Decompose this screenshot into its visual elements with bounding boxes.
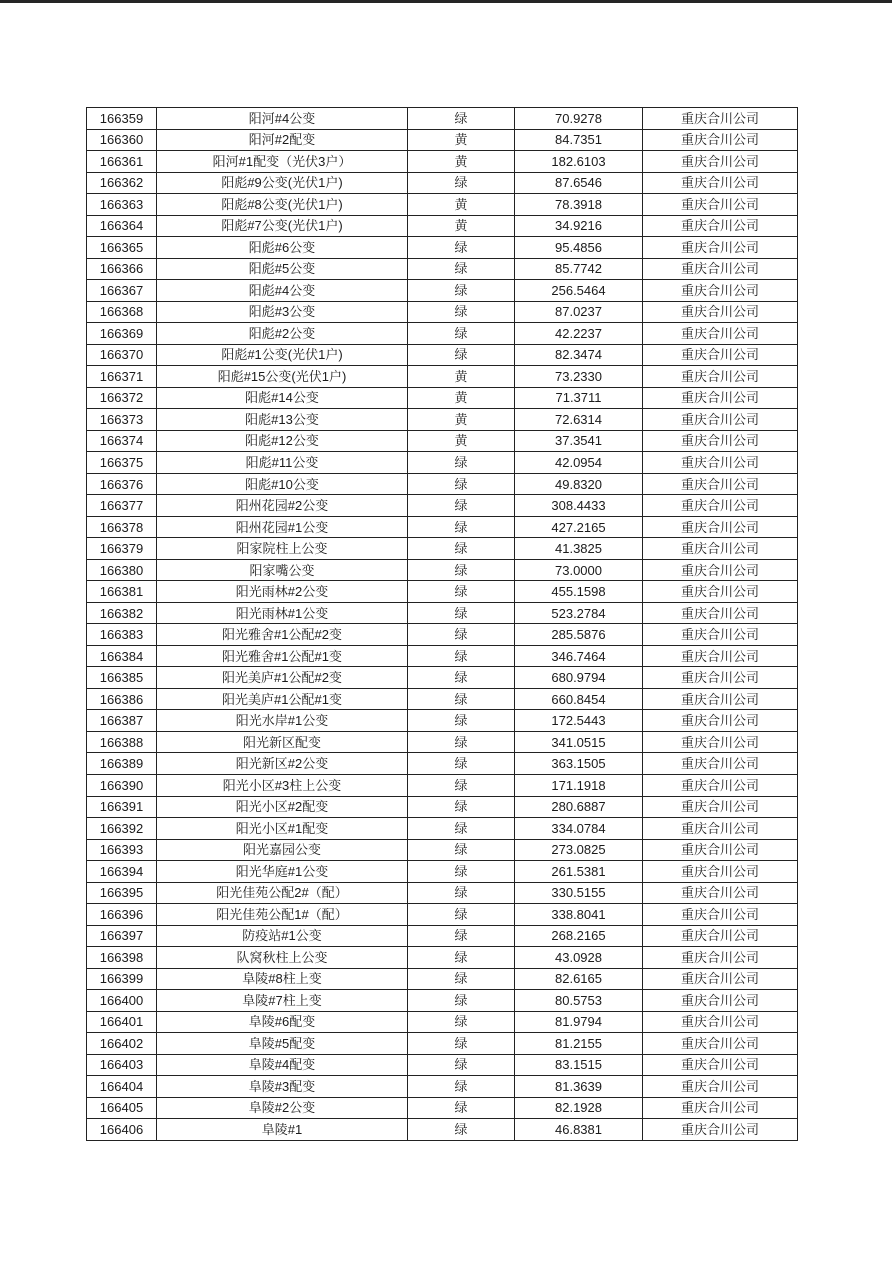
table-row	[87, 430, 798, 452]
cell-status: 绿	[408, 925, 515, 947]
table-row	[87, 753, 798, 775]
cell-id: 166395	[87, 882, 157, 904]
table-row	[87, 602, 798, 624]
cell-status: 绿	[408, 581, 515, 603]
cell-status: 绿	[408, 473, 515, 495]
cell-company: 重庆合川公司	[643, 237, 798, 259]
cell-load: 42.2237	[515, 323, 643, 345]
cell-company: 重庆合川公司	[643, 516, 798, 538]
cell-name: 阜陵#1	[157, 1119, 408, 1141]
table-row	[87, 1119, 798, 1141]
table-row	[87, 409, 798, 431]
cell-name: 阳河#2配变	[157, 129, 408, 151]
cell-id: 166399	[87, 968, 157, 990]
cell-name: 队窝秋柱上公变	[157, 947, 408, 969]
cell-status: 黄	[408, 409, 515, 431]
table-row	[87, 495, 798, 517]
cell-company: 重庆合川公司	[643, 904, 798, 926]
cell-load: 256.5464	[515, 280, 643, 302]
cell-company: 重庆合川公司	[643, 215, 798, 237]
table-row	[87, 452, 798, 474]
cell-company: 重庆合川公司	[643, 710, 798, 732]
cell-load: 680.9794	[515, 667, 643, 689]
cell-id: 166374	[87, 430, 157, 452]
cell-name: 阳光新区#2公变	[157, 753, 408, 775]
cell-name: 阳彪#14公变	[157, 387, 408, 409]
table-row	[87, 194, 798, 216]
cell-name: 阳彪#4公变	[157, 280, 408, 302]
cell-status: 绿	[408, 990, 515, 1012]
cell-load: 87.0237	[515, 301, 643, 323]
cell-company: 重庆合川公司	[643, 495, 798, 517]
cell-company: 重庆合川公司	[643, 1119, 798, 1141]
table-row	[87, 990, 798, 1012]
table-row	[87, 215, 798, 237]
cell-id: 166364	[87, 215, 157, 237]
cell-load: 85.7742	[515, 258, 643, 280]
cell-status: 黄	[408, 366, 515, 388]
cell-status: 绿	[408, 280, 515, 302]
cell-name: 阳家嘴公变	[157, 559, 408, 581]
cell-load: 285.5876	[515, 624, 643, 646]
cell-load: 80.5753	[515, 990, 643, 1012]
cell-id: 166365	[87, 237, 157, 259]
table-row	[87, 1097, 798, 1119]
cell-company: 重庆合川公司	[643, 430, 798, 452]
cell-load: 660.8454	[515, 688, 643, 710]
cell-load: 41.3825	[515, 538, 643, 560]
cell-id: 166400	[87, 990, 157, 1012]
cell-load: 78.3918	[515, 194, 643, 216]
cell-id: 166406	[87, 1119, 157, 1141]
cell-load: 87.6546	[515, 172, 643, 194]
cell-name: 阳彪#2公变	[157, 323, 408, 345]
cell-load: 71.3711	[515, 387, 643, 409]
cell-name: 阳光嘉园公变	[157, 839, 408, 861]
cell-status: 绿	[408, 237, 515, 259]
cell-load: 341.0515	[515, 731, 643, 753]
cell-name: 阳光小区#1配变	[157, 818, 408, 840]
cell-id: 166387	[87, 710, 157, 732]
table-row	[87, 151, 798, 173]
cell-name: 阳光雅舍#1公配#1变	[157, 645, 408, 667]
cell-company: 重庆合川公司	[643, 624, 798, 646]
cell-name: 阳彪#8公变(光伏1户)	[157, 194, 408, 216]
cell-status: 绿	[408, 344, 515, 366]
cell-id: 166398	[87, 947, 157, 969]
cell-company: 重庆合川公司	[643, 323, 798, 345]
cell-status: 绿	[408, 1011, 515, 1033]
cell-name: 阳彪#10公变	[157, 473, 408, 495]
cell-name: 阜陵#2公变	[157, 1097, 408, 1119]
table-row	[87, 710, 798, 732]
cell-status: 绿	[408, 559, 515, 581]
table-row	[87, 387, 798, 409]
cell-id: 166371	[87, 366, 157, 388]
cell-company: 重庆合川公司	[643, 151, 798, 173]
table-row	[87, 301, 798, 323]
cell-company: 重庆合川公司	[643, 301, 798, 323]
cell-company: 重庆合川公司	[643, 1033, 798, 1055]
cell-status: 绿	[408, 882, 515, 904]
table-row	[87, 818, 798, 840]
cell-id: 166377	[87, 495, 157, 517]
cell-status: 绿	[408, 667, 515, 689]
table-row	[87, 1076, 798, 1098]
cell-name: 阳彪#9公变(光伏1户)	[157, 172, 408, 194]
page-top-border	[0, 0, 892, 3]
table-row	[87, 280, 798, 302]
cell-name: 阳彪#12公变	[157, 430, 408, 452]
cell-name: 阳光雅舍#1公配#2变	[157, 624, 408, 646]
cell-name: 阳光美庐#1公配#1变	[157, 688, 408, 710]
cell-name: 阳光小区#2配变	[157, 796, 408, 818]
cell-status: 黄	[408, 129, 515, 151]
cell-company: 重庆合川公司	[643, 409, 798, 431]
cell-id: 166362	[87, 172, 157, 194]
table-row	[87, 237, 798, 259]
cell-name: 阳光雨林#1公变	[157, 602, 408, 624]
cell-status: 绿	[408, 602, 515, 624]
cell-id: 166361	[87, 151, 157, 173]
cell-status: 绿	[408, 495, 515, 517]
cell-name: 阳河#1配变（光伏3户）	[157, 151, 408, 173]
cell-name: 阳光小区#3柱上公变	[157, 774, 408, 796]
table-row	[87, 1054, 798, 1076]
cell-company: 重庆合川公司	[643, 753, 798, 775]
cell-name: 阳光佳苑公配1#（配）	[157, 904, 408, 926]
cell-name: 阳河#4公变	[157, 108, 408, 130]
cell-id: 166370	[87, 344, 157, 366]
cell-load: 46.8381	[515, 1119, 643, 1141]
cell-name: 阳彪#1公变(光伏1户)	[157, 344, 408, 366]
cell-load: 82.3474	[515, 344, 643, 366]
table-row	[87, 667, 798, 689]
table-row	[87, 559, 798, 581]
cell-status: 绿	[408, 1119, 515, 1141]
table-row	[87, 129, 798, 151]
cell-status: 绿	[408, 258, 515, 280]
cell-company: 重庆合川公司	[643, 344, 798, 366]
cell-id: 166402	[87, 1033, 157, 1055]
cell-load: 261.5381	[515, 861, 643, 883]
cell-id: 166366	[87, 258, 157, 280]
cell-name: 阜陵#8柱上变	[157, 968, 408, 990]
cell-id: 166392	[87, 818, 157, 840]
cell-id: 166372	[87, 387, 157, 409]
cell-name: 阜陵#4配变	[157, 1054, 408, 1076]
cell-status: 绿	[408, 861, 515, 883]
cell-status: 黄	[408, 430, 515, 452]
table-row	[87, 516, 798, 538]
cell-load: 70.9278	[515, 108, 643, 130]
cell-id: 166359	[87, 108, 157, 130]
cell-load: 523.2784	[515, 602, 643, 624]
cell-id: 166363	[87, 194, 157, 216]
cell-id: 166360	[87, 129, 157, 151]
table-row	[87, 882, 798, 904]
cell-name: 阳光华庭#1公变	[157, 861, 408, 883]
cell-load: 363.1505	[515, 753, 643, 775]
cell-company: 重庆合川公司	[643, 366, 798, 388]
cell-status: 绿	[408, 1097, 515, 1119]
cell-name: 阳光佳苑公配2#（配）	[157, 882, 408, 904]
cell-name: 阳彪#5公变	[157, 258, 408, 280]
cell-load: 334.0784	[515, 818, 643, 840]
cell-company: 重庆合川公司	[643, 280, 798, 302]
cell-id: 166405	[87, 1097, 157, 1119]
cell-status: 绿	[408, 645, 515, 667]
cell-load: 95.4856	[515, 237, 643, 259]
cell-company: 重庆合川公司	[643, 387, 798, 409]
cell-name: 阳家院柱上公变	[157, 538, 408, 560]
cell-status: 绿	[408, 904, 515, 926]
table-row	[87, 688, 798, 710]
cell-company: 重庆合川公司	[643, 473, 798, 495]
cell-status: 黄	[408, 387, 515, 409]
cell-id: 166381	[87, 581, 157, 603]
cell-name: 阳光美庐#1公配#2变	[157, 667, 408, 689]
cell-company: 重庆合川公司	[643, 774, 798, 796]
cell-status: 绿	[408, 731, 515, 753]
cell-load: 72.6314	[515, 409, 643, 431]
cell-load: 338.8041	[515, 904, 643, 926]
cell-id: 166373	[87, 409, 157, 431]
cell-load: 42.0954	[515, 452, 643, 474]
cell-id: 166378	[87, 516, 157, 538]
cell-name: 阳彪#3公变	[157, 301, 408, 323]
cell-name: 阳彪#11公变	[157, 452, 408, 474]
cell-company: 重庆合川公司	[643, 796, 798, 818]
cell-load: 308.4433	[515, 495, 643, 517]
table-row	[87, 1011, 798, 1033]
cell-company: 重庆合川公司	[643, 108, 798, 130]
table-row	[87, 968, 798, 990]
cell-load: 81.3639	[515, 1076, 643, 1098]
cell-company: 重庆合川公司	[643, 581, 798, 603]
cell-company: 重庆合川公司	[643, 602, 798, 624]
cell-id: 166379	[87, 538, 157, 560]
table-row	[87, 1033, 798, 1055]
table-row	[87, 538, 798, 560]
cell-status: 黄	[408, 194, 515, 216]
cell-name: 阳光水岸#1公变	[157, 710, 408, 732]
cell-status: 黄	[408, 151, 515, 173]
transformer-table-body	[87, 108, 798, 1141]
cell-load: 82.1928	[515, 1097, 643, 1119]
cell-status: 绿	[408, 818, 515, 840]
cell-company: 重庆合川公司	[643, 968, 798, 990]
cell-company: 重庆合川公司	[643, 538, 798, 560]
cell-status: 绿	[408, 452, 515, 474]
cell-id: 166369	[87, 323, 157, 345]
cell-name: 阳彪#15公变(光伏1户)	[157, 366, 408, 388]
cell-name: 阳州花园#2公变	[157, 495, 408, 517]
cell-company: 重庆合川公司	[643, 194, 798, 216]
cell-load: 427.2165	[515, 516, 643, 538]
cell-id: 166368	[87, 301, 157, 323]
table-row	[87, 344, 798, 366]
cell-name: 阜陵#5配变	[157, 1033, 408, 1055]
table-row	[87, 258, 798, 280]
cell-name: 阳光新区配变	[157, 731, 408, 753]
cell-company: 重庆合川公司	[643, 129, 798, 151]
transformer-load-table	[86, 107, 798, 1141]
cell-status: 绿	[408, 710, 515, 732]
cell-load: 34.9216	[515, 215, 643, 237]
cell-name: 阜陵#3配变	[157, 1076, 408, 1098]
table-row	[87, 839, 798, 861]
cell-status: 绿	[408, 947, 515, 969]
cell-company: 重庆合川公司	[643, 861, 798, 883]
cell-status: 绿	[408, 753, 515, 775]
cell-company: 重庆合川公司	[643, 947, 798, 969]
cell-load: 346.7464	[515, 645, 643, 667]
cell-company: 重庆合川公司	[643, 452, 798, 474]
table-row	[87, 861, 798, 883]
cell-load: 84.7351	[515, 129, 643, 151]
table-row	[87, 366, 798, 388]
cell-load: 330.5155	[515, 882, 643, 904]
cell-status: 绿	[408, 516, 515, 538]
cell-company: 重庆合川公司	[643, 1011, 798, 1033]
cell-load: 49.8320	[515, 473, 643, 495]
table-row	[87, 731, 798, 753]
cell-company: 重庆合川公司	[643, 645, 798, 667]
cell-id: 166367	[87, 280, 157, 302]
cell-status: 绿	[408, 538, 515, 560]
cell-company: 重庆合川公司	[643, 839, 798, 861]
table-row	[87, 323, 798, 345]
table-row	[87, 796, 798, 818]
cell-load: 172.5443	[515, 710, 643, 732]
table-row	[87, 108, 798, 130]
table-row	[87, 774, 798, 796]
cell-status: 绿	[408, 968, 515, 990]
cell-load: 82.6165	[515, 968, 643, 990]
cell-status: 绿	[408, 323, 515, 345]
cell-id: 166403	[87, 1054, 157, 1076]
cell-company: 重庆合川公司	[643, 731, 798, 753]
cell-id: 166390	[87, 774, 157, 796]
cell-load: 171.1918	[515, 774, 643, 796]
cell-status: 绿	[408, 774, 515, 796]
cell-load: 37.3541	[515, 430, 643, 452]
cell-load: 81.9794	[515, 1011, 643, 1033]
cell-company: 重庆合川公司	[643, 925, 798, 947]
cell-name: 阳光雨林#2公变	[157, 581, 408, 603]
cell-name: 阜陵#6配变	[157, 1011, 408, 1033]
cell-company: 重庆合川公司	[643, 258, 798, 280]
table-row	[87, 925, 798, 947]
cell-name: 阳州花园#1公变	[157, 516, 408, 538]
cell-load: 280.6887	[515, 796, 643, 818]
cell-load: 43.0928	[515, 947, 643, 969]
cell-status: 黄	[408, 215, 515, 237]
cell-status: 绿	[408, 1054, 515, 1076]
cell-id: 166396	[87, 904, 157, 926]
cell-id: 166380	[87, 559, 157, 581]
table-row	[87, 473, 798, 495]
cell-name: 阳彪#6公变	[157, 237, 408, 259]
cell-status: 绿	[408, 688, 515, 710]
cell-company: 重庆合川公司	[643, 818, 798, 840]
cell-company: 重庆合川公司	[643, 667, 798, 689]
cell-status: 绿	[408, 1033, 515, 1055]
cell-load: 455.1598	[515, 581, 643, 603]
table-row	[87, 947, 798, 969]
cell-status: 绿	[408, 301, 515, 323]
cell-status: 绿	[408, 1076, 515, 1098]
cell-id: 166391	[87, 796, 157, 818]
cell-status: 绿	[408, 108, 515, 130]
cell-company: 重庆合川公司	[643, 1054, 798, 1076]
cell-load: 81.2155	[515, 1033, 643, 1055]
table-row	[87, 904, 798, 926]
cell-id: 166384	[87, 645, 157, 667]
cell-company: 重庆合川公司	[643, 559, 798, 581]
cell-status: 绿	[408, 796, 515, 818]
cell-name: 阳彪#7公变(光伏1户)	[157, 215, 408, 237]
cell-load: 73.2330	[515, 366, 643, 388]
cell-company: 重庆合川公司	[643, 1097, 798, 1119]
table-row	[87, 624, 798, 646]
cell-id: 166401	[87, 1011, 157, 1033]
cell-status: 绿	[408, 172, 515, 194]
cell-load: 268.2165	[515, 925, 643, 947]
cell-company: 重庆合川公司	[643, 882, 798, 904]
cell-id: 166386	[87, 688, 157, 710]
cell-id: 166383	[87, 624, 157, 646]
cell-status: 绿	[408, 624, 515, 646]
cell-load: 73.0000	[515, 559, 643, 581]
cell-status: 绿	[408, 839, 515, 861]
cell-name: 阳彪#13公变	[157, 409, 408, 431]
table-row	[87, 581, 798, 603]
cell-load: 83.1515	[515, 1054, 643, 1076]
cell-company: 重庆合川公司	[643, 172, 798, 194]
cell-id: 166404	[87, 1076, 157, 1098]
cell-id: 166376	[87, 473, 157, 495]
table-row	[87, 645, 798, 667]
cell-company: 重庆合川公司	[643, 1076, 798, 1098]
cell-load: 273.0825	[515, 839, 643, 861]
cell-id: 166385	[87, 667, 157, 689]
cell-id: 166393	[87, 839, 157, 861]
cell-name: 阜陵#7柱上变	[157, 990, 408, 1012]
cell-id: 166388	[87, 731, 157, 753]
cell-load: 182.6103	[515, 151, 643, 173]
cell-company: 重庆合川公司	[643, 688, 798, 710]
cell-id: 166397	[87, 925, 157, 947]
cell-company: 重庆合川公司	[643, 990, 798, 1012]
table-row	[87, 172, 798, 194]
cell-id: 166394	[87, 861, 157, 883]
cell-id: 166389	[87, 753, 157, 775]
cell-name: 防疫站#1公变	[157, 925, 408, 947]
cell-id: 166382	[87, 602, 157, 624]
cell-id: 166375	[87, 452, 157, 474]
